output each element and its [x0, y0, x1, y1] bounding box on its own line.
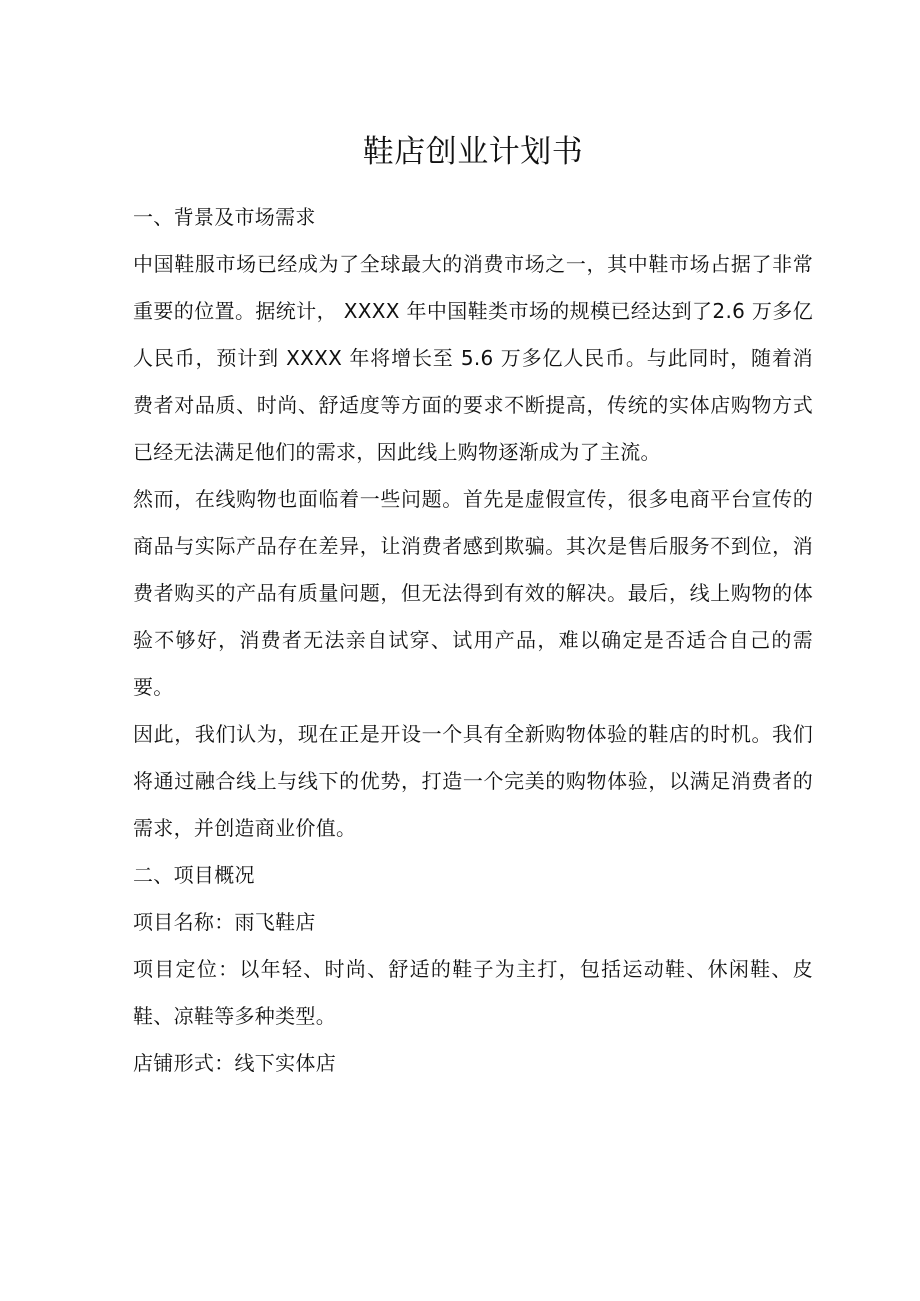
paragraph-store-format: 店铺形式：线下实体店 [133, 1051, 336, 1075]
paragraph-online-shopping-problems: 然而，在线购物也面临着一些问题。首先是虚假宣传，很多电商平台宣传的商品与实际产品存在差异，让消费者感到欺骗。其次是售后服务不到位，消费者购买的产品有质量问题，但无法得到有效的解决。最后，线上购物的体验不够好，消费者无法亲自试穿、试用产品，难以确定是否适合自己的需要。 [133, 487, 813, 699]
paragraph-project-name: 项目名称：雨飞鞋店 [133, 910, 316, 934]
document-content [133, 132, 813, 1087]
document-title: 鞋店创业计划书 [362, 134, 584, 170]
section-heading: 二、项目概况 [133, 863, 255, 887]
paragraph-project-positioning: 项目定位：以年轻、时尚、舒适的鞋子为主打，包括运动鞋、休闲鞋、皮鞋、凉鞋等多种类型。 [133, 957, 813, 1028]
paragraph-opportunity: 因此，我们认为，现在正是开设一个具有全新购物体验的鞋店的时机。我们将通过融合线上与线下的优势，打造一个完美的购物体验，以满足消费者的需求，并创造商业价值。 [133, 722, 813, 840]
paragraph-market-overview: 中国鞋服市场已经成为了全球最大的消费市场之一，其中鞋市场占据了非常重要的位置。据统计， XXXX 年中国鞋类市场的规模已经达到了2.6 万多亿人民币，预计到 XXXX 年将增长至 5.6 万多亿人民币。与此同时，随着消费者对品质、时尚、舒适度等方面的要求不断提高，传统的实体店购物方式已经无法满足他们的需求，因此线上购物逐渐成为了主流。 [133, 252, 813, 464]
section-background-market-demand [133, 194, 813, 852]
section-heading: 一、背景及市场需求 [133, 205, 316, 229]
section-project-overview [133, 852, 813, 1087]
